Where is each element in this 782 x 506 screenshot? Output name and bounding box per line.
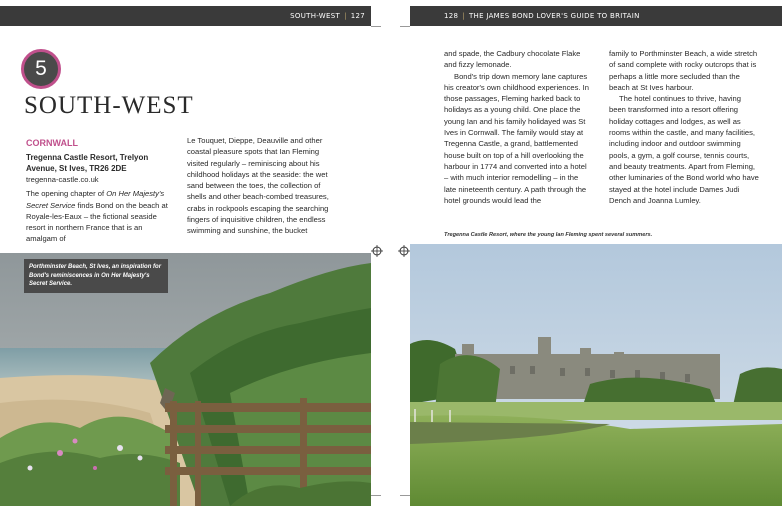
right-col1-paragraph-1: and spade, the Cadbury chocolate Flake and fizzy lemonade. [444, 49, 581, 70]
book-gutter [371, 0, 410, 506]
chapter-title: SOUTH-WEST [24, 92, 194, 119]
right-column-1 [444, 48, 590, 206]
right-col2-paragraph-2: The hotel continues to thrive, having been transformed into a resort offering holiday cottages and lodges, as well as rooms within the castle, and many facilities, including indoor and outdoor swimming pools, a gym, a golf course, tennis courts, and beauty treatments. Apart from Fleming, other luminaries of the Bond world who have stayed at the hotel include Dames Judi Dench and Joanna Lumley. [609, 94, 759, 205]
intro-paragraph [26, 188, 169, 244]
crop-mark [371, 26, 381, 27]
registration-mark-icon [398, 245, 410, 257]
right-running-head: THE JAMES BOND LOVER'S GUIDE TO BRITAIN [468, 12, 640, 20]
registration-mark-icon [371, 245, 383, 257]
left-running-head: SOUTH-WEST [290, 12, 341, 20]
right-col2-paragraph-1: family to Porthminster Beach, a wide stretch of sand complete with rocky outcrops that is perhaps a little more secluded than the beach at St Ives harbour. [609, 49, 758, 92]
left-column-1 [26, 152, 169, 245]
header-separator: | [344, 12, 347, 20]
intro-text-a: The opening chapter of [26, 189, 107, 199]
left-page-number: 127 [350, 12, 365, 20]
crop-mark [400, 26, 410, 27]
right-running-header [410, 6, 782, 26]
left-col2-paragraph: Le Touquet, Dieppe, Deauville and other coastal pleasure spots that Ian Fleming visited regularly – reminiscing about his childhood holidays at the seaside: the wet sand between the toes, the collection of shells and other beach-combed treasures, crabs in rockpools escaping the searching fingers of inquisitive children, the endless swimming and sunshine, the bucket [187, 136, 329, 236]
venue-address: Avenue, St Ives, TR26 2DE [26, 164, 127, 173]
left-running-header [0, 6, 371, 26]
crop-mark [371, 495, 381, 496]
crop-mark [400, 495, 410, 496]
section-heading: CORNWALL [26, 138, 78, 148]
intro-text-b: finds Bond on the beach at Royale-les-Eaux – the fictional seaside resort in northern France that is an amalgam of [26, 200, 168, 244]
book-title-italic: On Her Majesty's Secret Service [26, 189, 165, 210]
right-col1-paragraph-2: Bond's trip down memory lane captures his creator's own childhood experiences. In those passages, Fleming harked back to holidays as a young child. One place the young Ian and his family holidayed was St Ives in Cornwall. The family would stay at Tregenna Castle, a grand, battlemented house built on top of a hill overlooking the harbour in 1774 and converted into a hotel – with much interior remodelling – in the late nineteenth century. A path through the hotel grounds would lead the [444, 71, 589, 205]
venue-name: Tregenna Castle Resort, Trelyon [26, 153, 149, 162]
right-page [410, 0, 782, 506]
castle-photo-caption: Tregenna Castle Resort, where the young Ian Fleming spent several summers. [444, 232, 653, 238]
chapter-number-badge: 5 [21, 49, 61, 89]
right-column-2 [609, 48, 759, 206]
left-page [0, 0, 371, 506]
tregenna-castle-photo [410, 244, 782, 506]
header-separator: | [462, 12, 465, 20]
venue-website: tregenna-castle.co.uk [26, 175, 99, 184]
beach-photo-caption: Porthminster Beach, St Ives, an inspiration for Bond's reminiscences in On Her Majesty's Secret Service. [24, 259, 168, 293]
right-page-number: 128 [444, 12, 459, 20]
left-column-2 [187, 135, 337, 237]
